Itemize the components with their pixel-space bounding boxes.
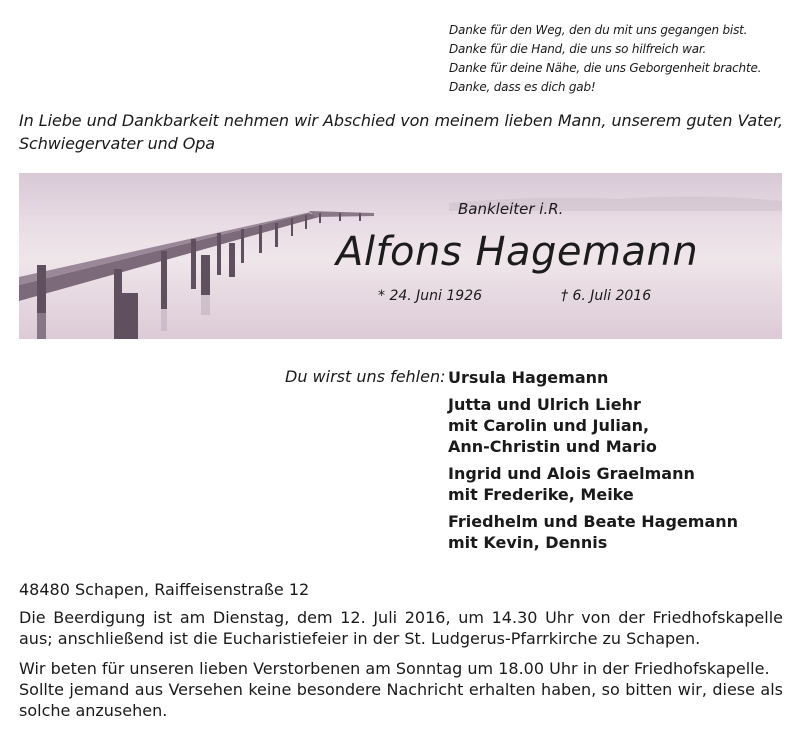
poem-line: Danke für deine Nähe, die uns Geborgenheit brachte. — [449, 61, 762, 75]
mourner-line: Ann-Christin und Mario — [448, 437, 657, 456]
mourner-group — [448, 394, 738, 457]
mourner-line: Ingrid und Alois Graelmann — [448, 464, 695, 483]
death-date: † 6. Juli 2016 — [561, 288, 652, 304]
occupation: Bankleiter i.R. — [458, 200, 564, 218]
prayer-notice: Wir beten für unseren lieben Verstorbenen am Sonntag um 18.00 Uhr in der Friedhofskapelle. — [19, 659, 770, 678]
mourner-group — [448, 463, 738, 505]
intro-text: In Liebe und Dankbarkeit nehmen wir Abschied von meinem lieben Mann, unserem guten Vater, Schwiegervater und Opa — [19, 111, 783, 153]
birth-date: * 24. Juni 1926 — [378, 288, 483, 304]
funeral-details — [19, 607, 783, 730]
mourner-line: mit Carolin und Julian, — [448, 416, 650, 435]
mourner-line: Ursula Hagemann — [448, 368, 609, 387]
funeral-text: Die Beerdigung ist am Dienstag, dem 12. Juli 2016, um 14.30 Uhr von der Friedhofskapelle aus; anschließend ist die Eucharistiefeier in der St. Ludgerus-Pfarrkirche zu Schapen. — [19, 608, 783, 648]
mourner-group — [448, 511, 738, 553]
mourner-line: Jutta und Ulrich Liehr — [448, 395, 641, 414]
mourner-line: mit Frederike, Meike — [448, 485, 634, 504]
deceased-name: Alfons Hagemann — [336, 229, 699, 275]
address: 48480 Schapen, Raiffeisenstraße 12 — [19, 580, 310, 599]
mourner-line: mit Kevin, Dennis — [448, 533, 608, 552]
poem — [449, 21, 761, 97]
mourner-line: Friedhelm und Beate Hagemann — [448, 512, 739, 531]
poem-line: Danke, dass es dich gab! — [449, 80, 596, 94]
notification-notice: Sollte jemand aus Versehen keine besondere Nachricht erhalten haben, so bitten wir, diese als solche anzusehen. — [19, 680, 783, 720]
mourner-group — [448, 367, 738, 388]
poem-line: Danke für die Hand, die uns so hilfreich war. — [449, 42, 707, 56]
mourners-list — [448, 367, 738, 559]
mourners-label: Du wirst uns fehlen: — [285, 367, 446, 386]
poem-line: Danke für den Weg, den du mit uns gegangen bist. — [449, 23, 748, 37]
